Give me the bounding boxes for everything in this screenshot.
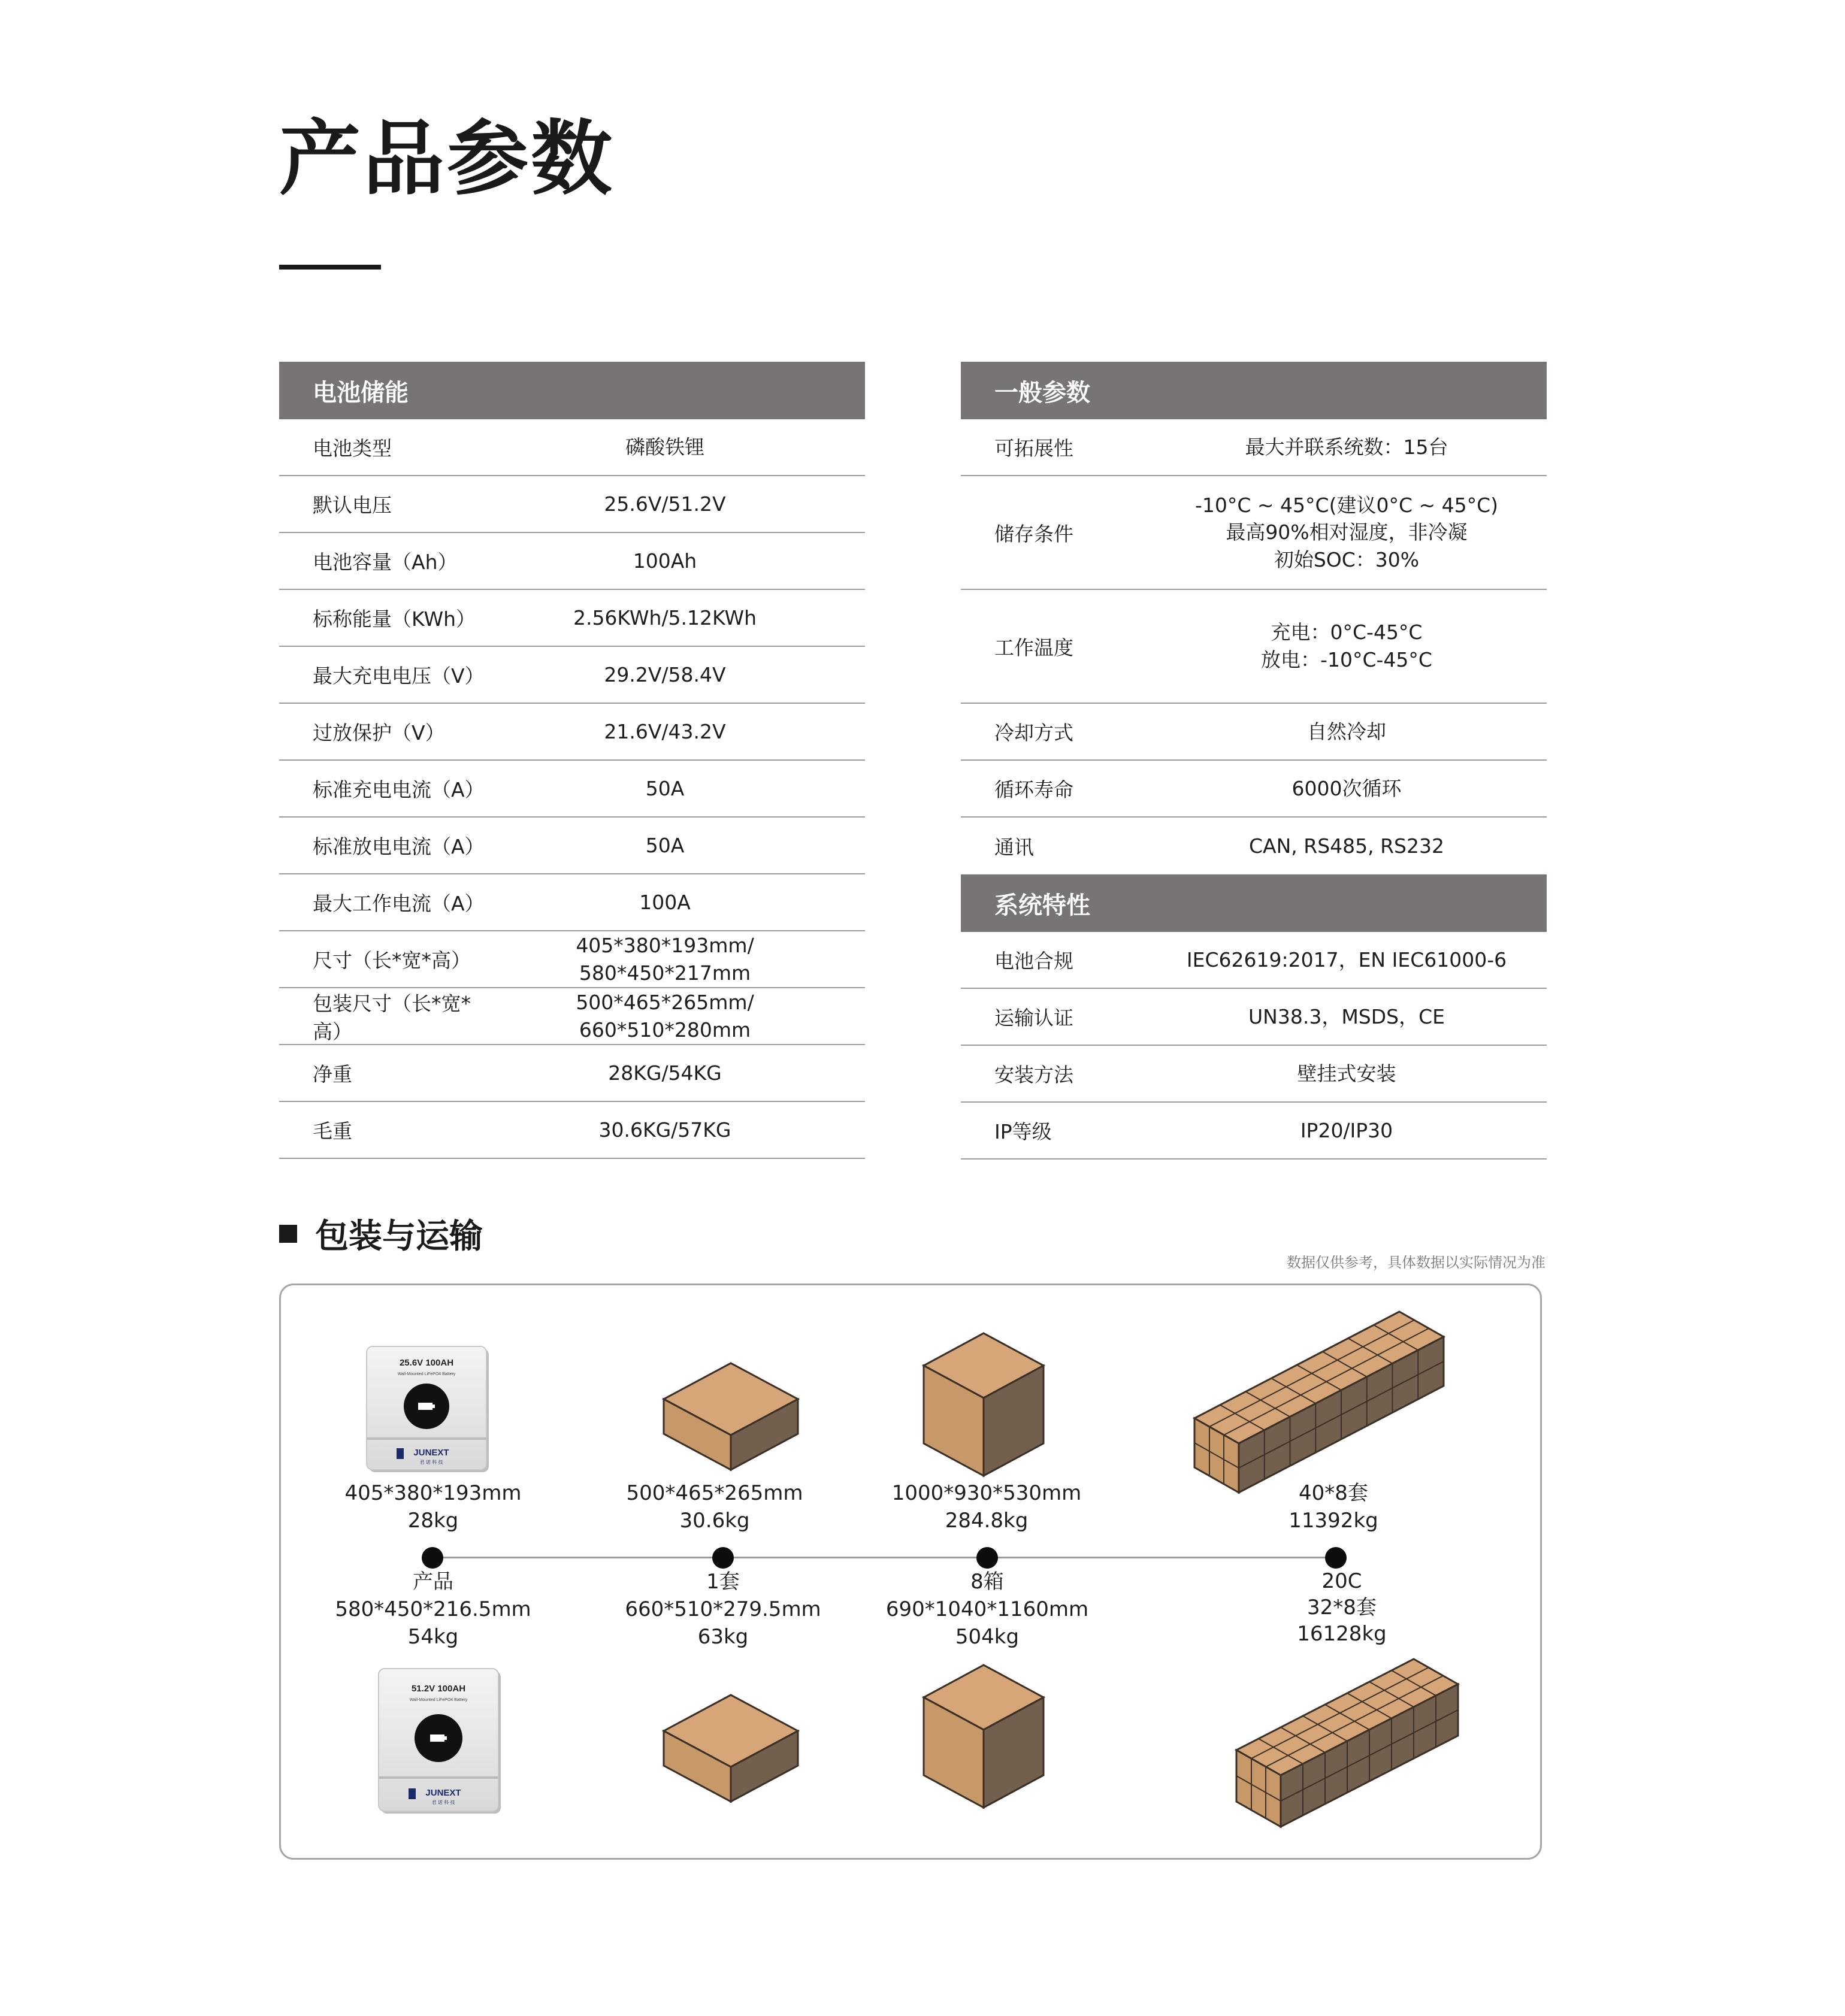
spec-key: 电池合规 [994, 949, 1073, 973]
general-section-header: 一般参数 [961, 362, 1547, 419]
spec-value: IP20/IP30 [1300, 1118, 1393, 1142]
spec-value: 405*380*193mm/ 580*450*217mm [576, 933, 754, 985]
battery-spec-table [279, 362, 865, 1159]
spec-value: 28KG/54KG [608, 1061, 722, 1085]
stage-weight: 63kg [697, 1625, 749, 1649]
top-spec-label [861, 1479, 1112, 1534]
spec-key: 工作温度 [994, 635, 1073, 659]
battery-sub-label: Wall-Mounted LiFePO4 Battery [397, 1372, 456, 1376]
stage-label [861, 1568, 1113, 1651]
timeline-dot [712, 1547, 734, 1569]
table-row [961, 932, 1547, 989]
top-spec-label [1208, 1479, 1459, 1534]
stage-label [597, 1568, 849, 1651]
spec-value: 29.2V/58.4V [604, 662, 726, 686]
spec-key: 标称能量（KWh） [313, 607, 476, 631]
spec-key: IP等级 [994, 1120, 1052, 1143]
spec-value: 自然冷却 [1307, 719, 1386, 743]
table-row [279, 1045, 865, 1102]
stage-size: 32*8套 [1307, 1596, 1377, 1620]
brand-logo-text: JUNEXT [425, 1788, 461, 1798]
timeline-dot [1325, 1547, 1347, 1569]
spec-value: 21.6V/43.2V [604, 719, 726, 743]
top-weight: 11392kg [1289, 1509, 1378, 1533]
stage-name: 1套 [706, 1570, 740, 1594]
spec-value: 30.6KG/57KG [598, 1118, 731, 1142]
spec-key: 默认电压 [313, 494, 392, 517]
spec-key: 净重 [313, 1063, 352, 1086]
table-row [961, 704, 1547, 761]
spec-key: 包装尺寸（长*宽*高） [313, 991, 471, 1043]
spec-value: 6000次循环 [1292, 776, 1402, 800]
spec-value: IEC62619:2017，EN IEC61000-6 [1186, 948, 1507, 971]
spec-value: 100Ah [633, 549, 697, 573]
brand-logo-text: JUNEXT [413, 1448, 449, 1458]
table-row [961, 1046, 1547, 1103]
stage-label [307, 1568, 559, 1651]
pallet-carton-image-bottom [920, 1663, 1047, 1810]
general-spec-table [961, 362, 1547, 1160]
stage-label [1216, 1568, 1468, 1647]
title-underline [279, 265, 381, 270]
stage-weight: 54kg [407, 1625, 459, 1649]
spec-key: 过放保护（V） [313, 721, 445, 744]
top-weight: 28kg [407, 1509, 459, 1533]
spec-value: 50A [645, 776, 685, 800]
container-load-image-bottom [1234, 1651, 1462, 1830]
battery-model-label: 25.6V 100AH [399, 1358, 454, 1368]
table-row [279, 988, 865, 1045]
table-row [279, 419, 865, 476]
single-carton-image-bottom [659, 1691, 803, 1805]
battery-product-image-top [365, 1345, 495, 1476]
top-weight: 30.6kg [679, 1509, 750, 1533]
system-section-header: 系统特性 [961, 874, 1547, 932]
spec-key: 最大工作电流（A） [313, 892, 485, 915]
table-row [279, 1102, 865, 1159]
disclaimer-note: 数据仅供参考，具体数据以实际情况为准 [1287, 1254, 1545, 1271]
table-row [961, 818, 1547, 874]
table-row [961, 590, 1547, 704]
spec-value: 壁挂式安装 [1297, 1061, 1396, 1085]
brand-logo-cn: 君 诺 科 技 [431, 1800, 455, 1805]
pallet-carton-image-top [920, 1331, 1047, 1478]
table-row [279, 533, 865, 590]
top-size: 40*8套 [1299, 1481, 1368, 1505]
stage-size: 690*1040*1160mm [885, 1597, 1089, 1621]
top-size: 405*380*193mm [344, 1481, 522, 1505]
table-row [279, 874, 865, 931]
single-carton-image-top [659, 1360, 803, 1473]
battery-product-image-bottom [377, 1667, 507, 1817]
stage-size: 660*510*279.5mm [625, 1597, 821, 1621]
top-size: 1000*930*530mm [891, 1481, 1082, 1505]
spec-key: 电池类型 [313, 437, 392, 460]
packaging-heading [279, 1210, 483, 1258]
spec-value: 充电：0°C-45°C 放电：-10°C-45°C [1261, 620, 1432, 671]
top-spec-label [589, 1479, 840, 1534]
timeline-dot [976, 1547, 998, 1569]
spec-key: 循环寿命 [994, 778, 1073, 801]
top-size: 500*465*265mm [626, 1481, 803, 1505]
spec-value: 25.6V/51.2V [604, 492, 726, 516]
spec-key: 标准充电电流（A） [313, 778, 485, 801]
battery-section-header: 电池储能 [279, 362, 865, 419]
square-bullet-icon [279, 1225, 297, 1243]
spec-key: 尺寸（长*宽*高） [313, 949, 471, 972]
brand-logo-cn: 君 诺 科 技 [419, 1460, 443, 1465]
stage-name: 产品 [413, 1570, 453, 1594]
table-row [961, 761, 1547, 818]
spec-key: 标准放电电流（A） [313, 835, 485, 858]
table-row [279, 761, 865, 818]
spec-value: UN38.3，MSDS，CE [1248, 1004, 1445, 1028]
spec-key: 运输认证 [994, 1006, 1073, 1030]
battery-sub-label: Wall-Mounted LiFePO4 Battery [409, 1698, 468, 1702]
spec-value: 磷酸铁锂 [625, 435, 704, 459]
spec-key: 可拓展性 [994, 437, 1073, 460]
stage-size: 580*450*216.5mm [335, 1597, 531, 1621]
spec-key: 电池容量（Ah） [313, 550, 458, 574]
spec-key: 最大充电电压（V） [313, 664, 485, 688]
container-load-image-top [1192, 1300, 1450, 1497]
stage-name: 20C [1321, 1569, 1362, 1593]
packaging-heading-text: 包装与运输 [315, 1217, 483, 1256]
table-row [279, 476, 865, 533]
spec-value: 2.56KWh/5.12KWh [573, 606, 757, 629]
timeline-line [435, 1557, 1339, 1558]
spec-key: 冷却方式 [994, 721, 1073, 744]
timeline-dot [422, 1547, 443, 1569]
stage-weight: 16128kg [1297, 1622, 1387, 1646]
spec-value: 50A [645, 833, 685, 857]
stage-name: 8箱 [970, 1570, 1004, 1594]
spec-value: -10°C ~ 45°C(建议0°C ~ 45°C) 最高90%相对湿度，非冷凝 初始SOC：30% [1194, 493, 1499, 571]
table-row [961, 989, 1547, 1046]
spec-value: 100A [639, 890, 691, 914]
table-row [279, 590, 865, 647]
table-row [961, 476, 1547, 590]
battery-model-label: 51.2V 100AH [411, 1684, 466, 1694]
spec-value: 最大并联系统数：15台 [1245, 435, 1448, 459]
table-row [279, 704, 865, 761]
table-row [279, 818, 865, 874]
top-weight: 284.8kg [945, 1509, 1029, 1533]
spec-key: 通讯 [994, 836, 1034, 859]
top-spec-label [307, 1479, 559, 1534]
spec-value: 500*465*265mm/ 660*510*280mm [576, 990, 754, 1042]
page-title: 产品参数 [279, 112, 615, 207]
spec-key: 毛重 [313, 1119, 352, 1143]
table-row [279, 931, 865, 988]
table-row [279, 647, 865, 704]
spec-value: CAN, RS485, RS232 [1249, 834, 1444, 858]
stage-weight: 504kg [955, 1625, 1020, 1649]
spec-key: 储存条件 [994, 522, 1073, 546]
table-row [961, 419, 1547, 476]
table-row [961, 1103, 1547, 1160]
spec-key: 安装方法 [994, 1063, 1073, 1086]
